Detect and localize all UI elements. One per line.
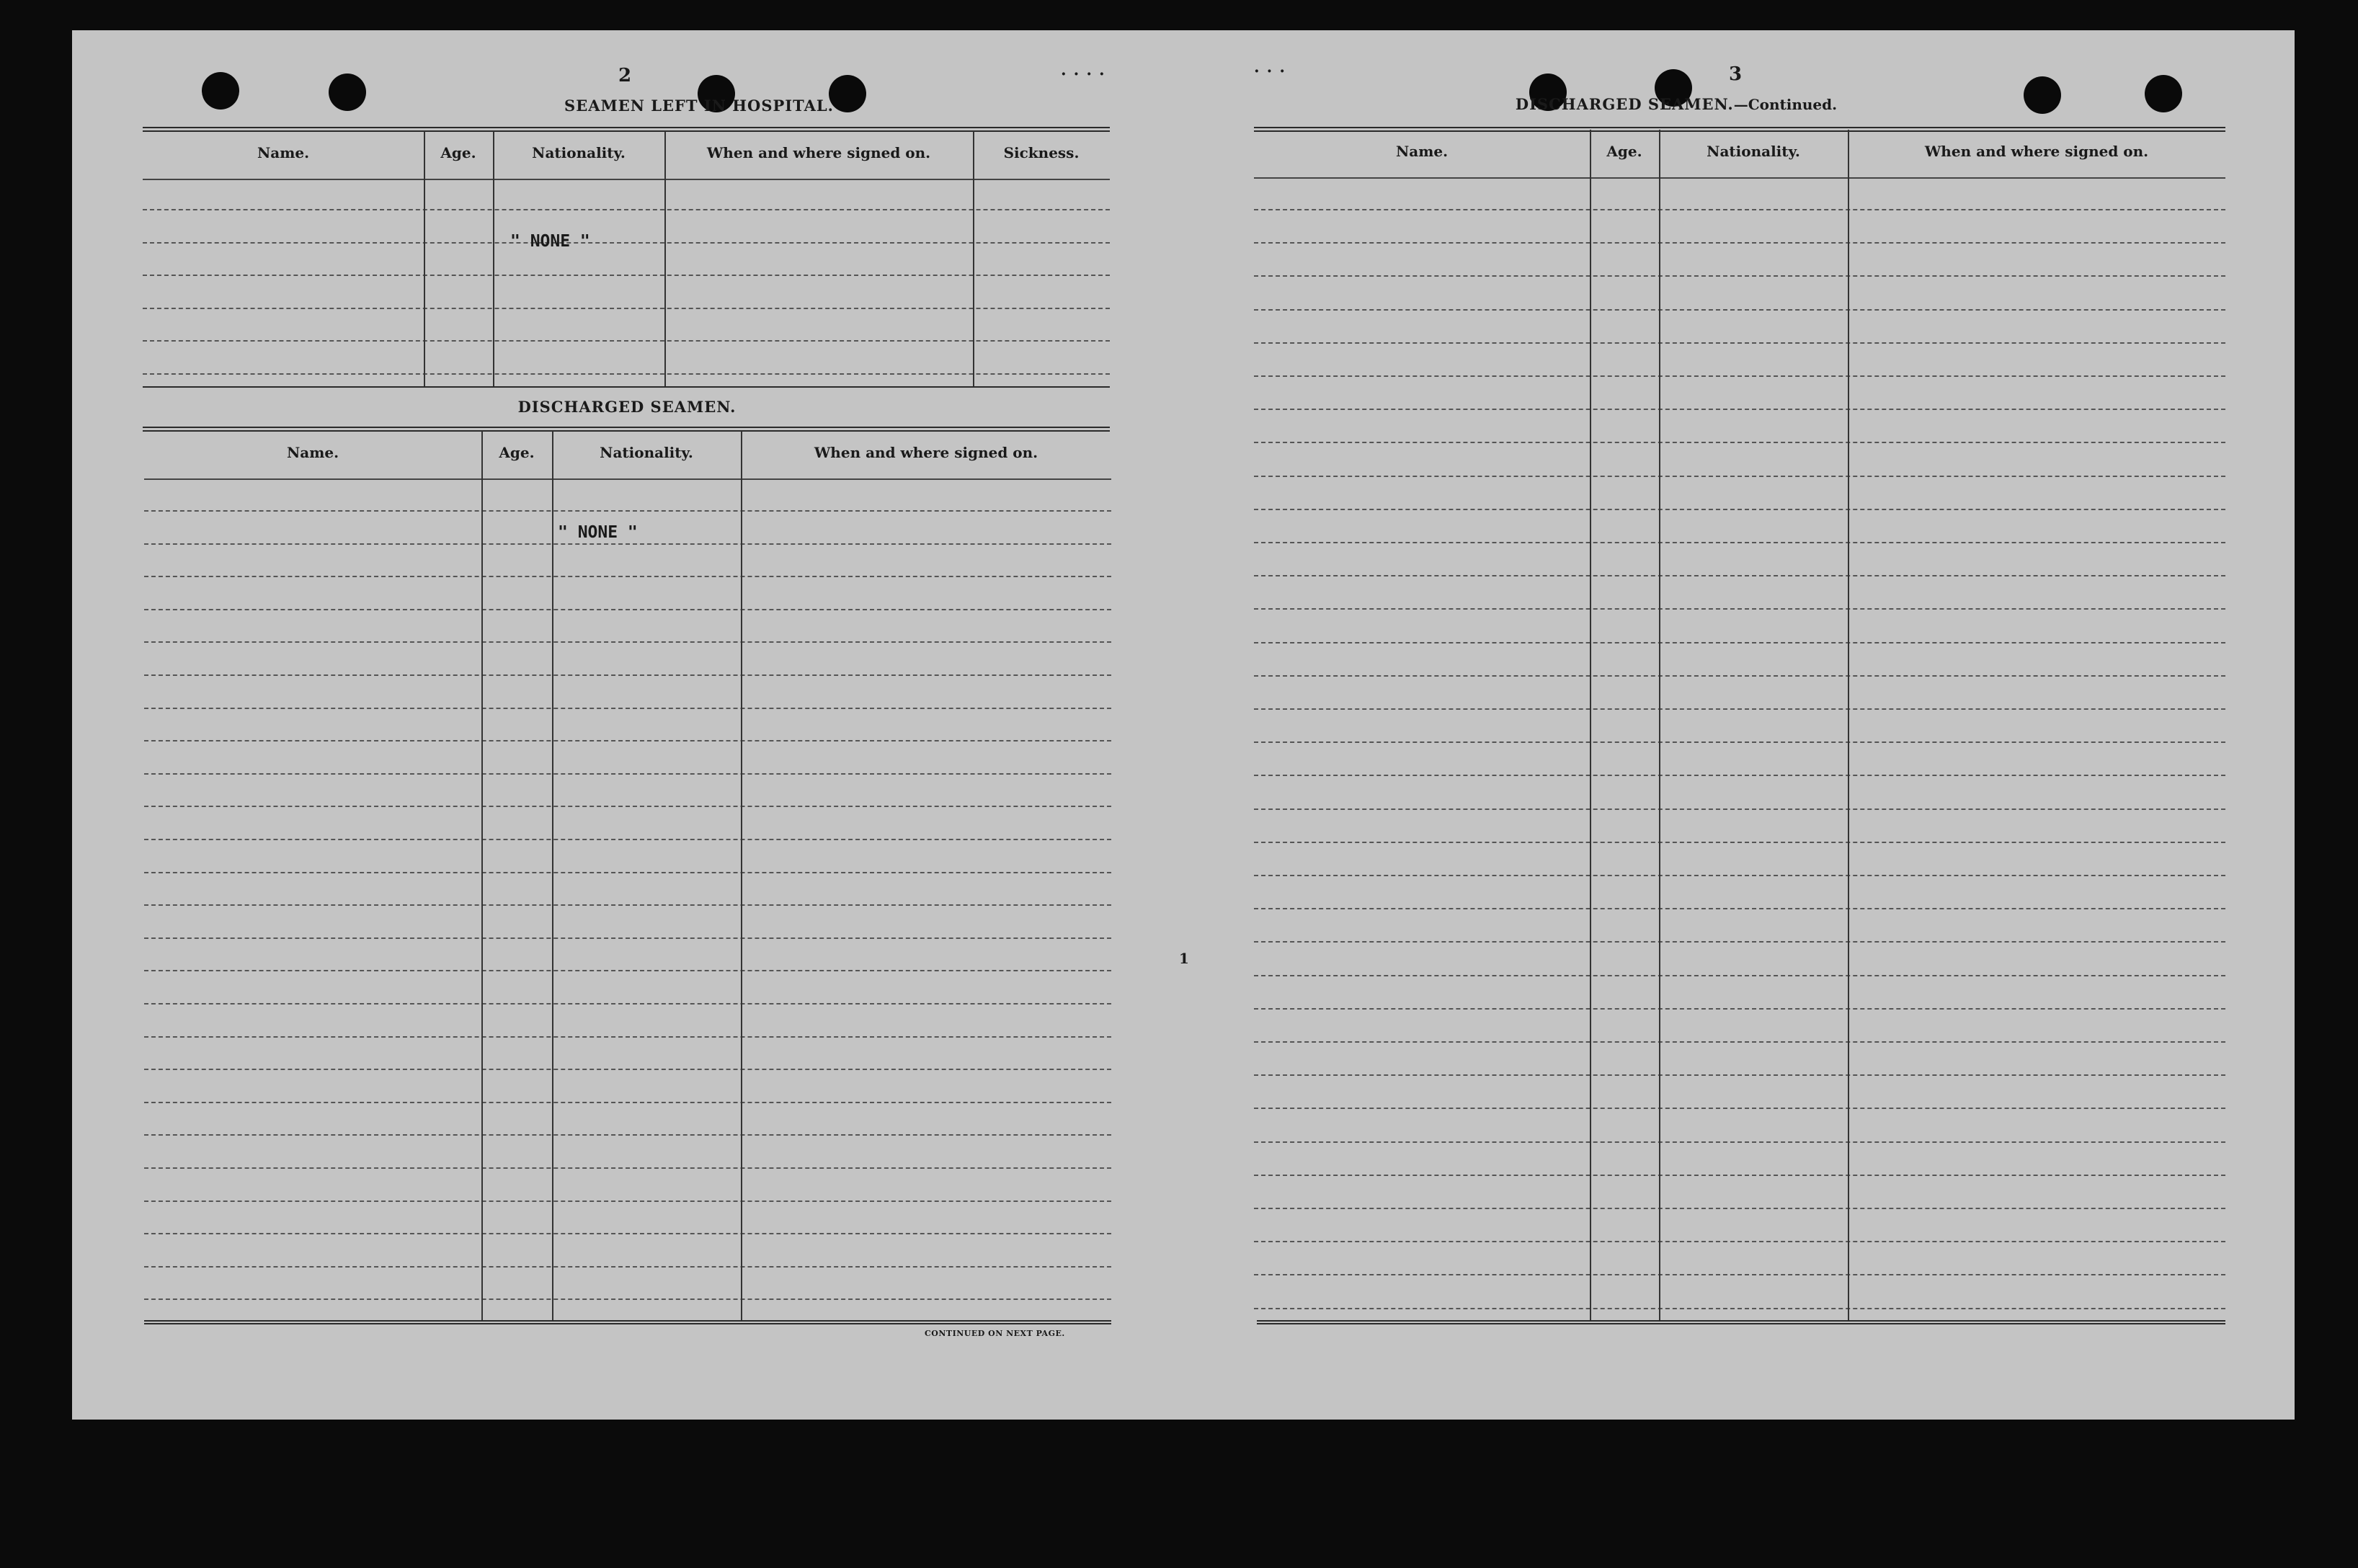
right-page-number: 3 (1728, 63, 1743, 85)
right-row-line (1254, 775, 2225, 776)
discharged-row-line (144, 674, 1111, 676)
hospital-column-divider (973, 131, 974, 386)
right-row-line (1254, 1274, 2225, 1275)
right-title-suffix: —Continued. (1733, 96, 1838, 113)
right-row-line (1254, 1308, 2225, 1309)
discharged-row-line (144, 1134, 1111, 1136)
hospital-column-divider (664, 131, 666, 386)
discharged-header-age: Age. (499, 444, 535, 461)
discharged-row-line (144, 740, 1111, 741)
right-row-line (1254, 575, 2225, 576)
right-title-main: DISCHARGED SEAMEN. (1515, 95, 1734, 113)
discharged-header-rule (144, 478, 1111, 480)
discharged-row-line (144, 839, 1111, 840)
right-row-line (1254, 509, 2225, 510)
hospital-row-line (143, 275, 1110, 276)
hospital-bottom-rule (143, 386, 1110, 388)
hospital-header-signed-on: When and where signed on. (706, 144, 931, 161)
right-column-divider (1590, 130, 1591, 1320)
right-column-divider (1659, 130, 1660, 1320)
discharged-column-divider (552, 431, 553, 1320)
right-row-line (1254, 476, 2225, 477)
margin-mark: 1 (1179, 950, 1189, 967)
hospital-row-line (143, 373, 1110, 375)
right-row-line (1254, 808, 2225, 810)
discharged-row-line (144, 1233, 1111, 1234)
right-header-name: Name. (1395, 143, 1449, 160)
discharged-top-rule (143, 427, 1110, 432)
right-bottom-rule (1257, 1320, 2225, 1324)
right-header-nationality: Nationality. (1707, 143, 1800, 160)
punch-hole (2145, 75, 2182, 112)
punch-hole (202, 72, 239, 110)
right-row-line (1254, 1074, 2225, 1076)
discharged-row-line (144, 904, 1111, 906)
right-column-divider (1848, 130, 1849, 1320)
discharged-row-line (144, 609, 1111, 610)
right-top-rule (1254, 127, 2225, 132)
right-header-age: Age. (1606, 143, 1642, 160)
discharged-column-divider (741, 431, 742, 1320)
right-row-line (1254, 842, 2225, 843)
discharged-row-line (144, 1266, 1111, 1268)
document-sheet (72, 30, 2295, 1420)
discharged-header-nationality: Nationality. (600, 444, 693, 461)
right-row-line (1254, 975, 2225, 976)
right-row-line (1254, 642, 2225, 643)
right-row-line (1254, 442, 2225, 443)
discharged-row-line (144, 1200, 1111, 1202)
discharged-row-line (144, 543, 1111, 545)
discharged-row-line (144, 872, 1111, 873)
right-row-line (1254, 1008, 2225, 1010)
discharged-bottom-rule (144, 1320, 1111, 1324)
hospital-header-nationality: Nationality. (532, 144, 626, 161)
hospital-row-line (143, 209, 1110, 210)
discharged-row-line (144, 641, 1111, 643)
left-page-number: 2 (618, 65, 632, 86)
discharged-row-line (144, 1298, 1111, 1300)
right-row-line (1254, 209, 2225, 210)
discharged-section-title: DISCHARGED SEAMEN. (517, 398, 737, 416)
hospital-row-line (143, 340, 1110, 342)
continued-footer: CONTINUED ON NEXT PAGE. (925, 1329, 1065, 1338)
right-row-line (1254, 675, 2225, 677)
discharged-row-line (144, 773, 1111, 775)
discharged-row-line (144, 937, 1111, 939)
right-row-line (1254, 708, 2225, 710)
right-row-line (1254, 1241, 2225, 1242)
right-row-line (1254, 1175, 2225, 1176)
right-row-line (1254, 908, 2225, 909)
right-row-line (1254, 1041, 2225, 1043)
discharged-row-line (144, 970, 1111, 971)
hospital-header-rule (143, 179, 1110, 180)
print-marks: ··· (1254, 62, 1292, 81)
right-row-line (1254, 409, 2225, 410)
discharged-row-line (144, 806, 1111, 807)
hospital-row-line (143, 242, 1110, 244)
print-marks: ···· (1061, 65, 1112, 84)
right-row-line (1254, 242, 2225, 244)
discharged-row-line (144, 1069, 1111, 1070)
right-row-line (1254, 1108, 2225, 1109)
hospital-header-name: Name. (257, 144, 310, 161)
right-header-signed-on: When and where signed on. (1924, 143, 2149, 160)
hospital-none-entry: " NONE " (510, 232, 590, 251)
hospital-section-title: SEAMEN LEFT IN HOSPITAL. (564, 97, 834, 115)
hospital-row-line (143, 308, 1110, 309)
right-row-line (1254, 542, 2225, 543)
hospital-column-divider (493, 131, 494, 386)
discharged-header-signed-on: When and where signed on. (814, 444, 1038, 461)
discharged-column-divider (481, 431, 483, 1320)
discharged-row-line (144, 1036, 1111, 1038)
right-row-line (1254, 375, 2225, 377)
discharged-header-name: Name. (286, 444, 339, 461)
hospital-top-rule (143, 127, 1110, 132)
right-row-line (1254, 1141, 2225, 1143)
right-header-rule (1254, 177, 2225, 179)
hospital-column-divider (424, 131, 425, 386)
right-section-title (1496, 95, 1856, 113)
right-row-line (1254, 1208, 2225, 1209)
discharged-row-line (144, 1167, 1111, 1169)
punch-hole (2024, 76, 2061, 114)
discharged-row-line (144, 1003, 1111, 1004)
discharged-row-line (144, 510, 1111, 512)
right-row-line (1254, 309, 2225, 311)
right-row-line (1254, 342, 2225, 344)
discharged-row-line (144, 708, 1111, 709)
discharged-row-line (144, 1102, 1111, 1103)
discharged-none-entry: " NONE " (558, 523, 638, 542)
right-row-line (1254, 275, 2225, 277)
right-row-line (1254, 941, 2225, 943)
right-row-line (1254, 741, 2225, 743)
hospital-header-age: Age. (440, 144, 476, 161)
discharged-row-line (144, 576, 1111, 577)
hospital-header-sickness: Sickness. (1003, 144, 1080, 161)
right-row-line (1254, 608, 2225, 610)
right-row-line (1254, 875, 2225, 876)
punch-hole (329, 74, 366, 111)
